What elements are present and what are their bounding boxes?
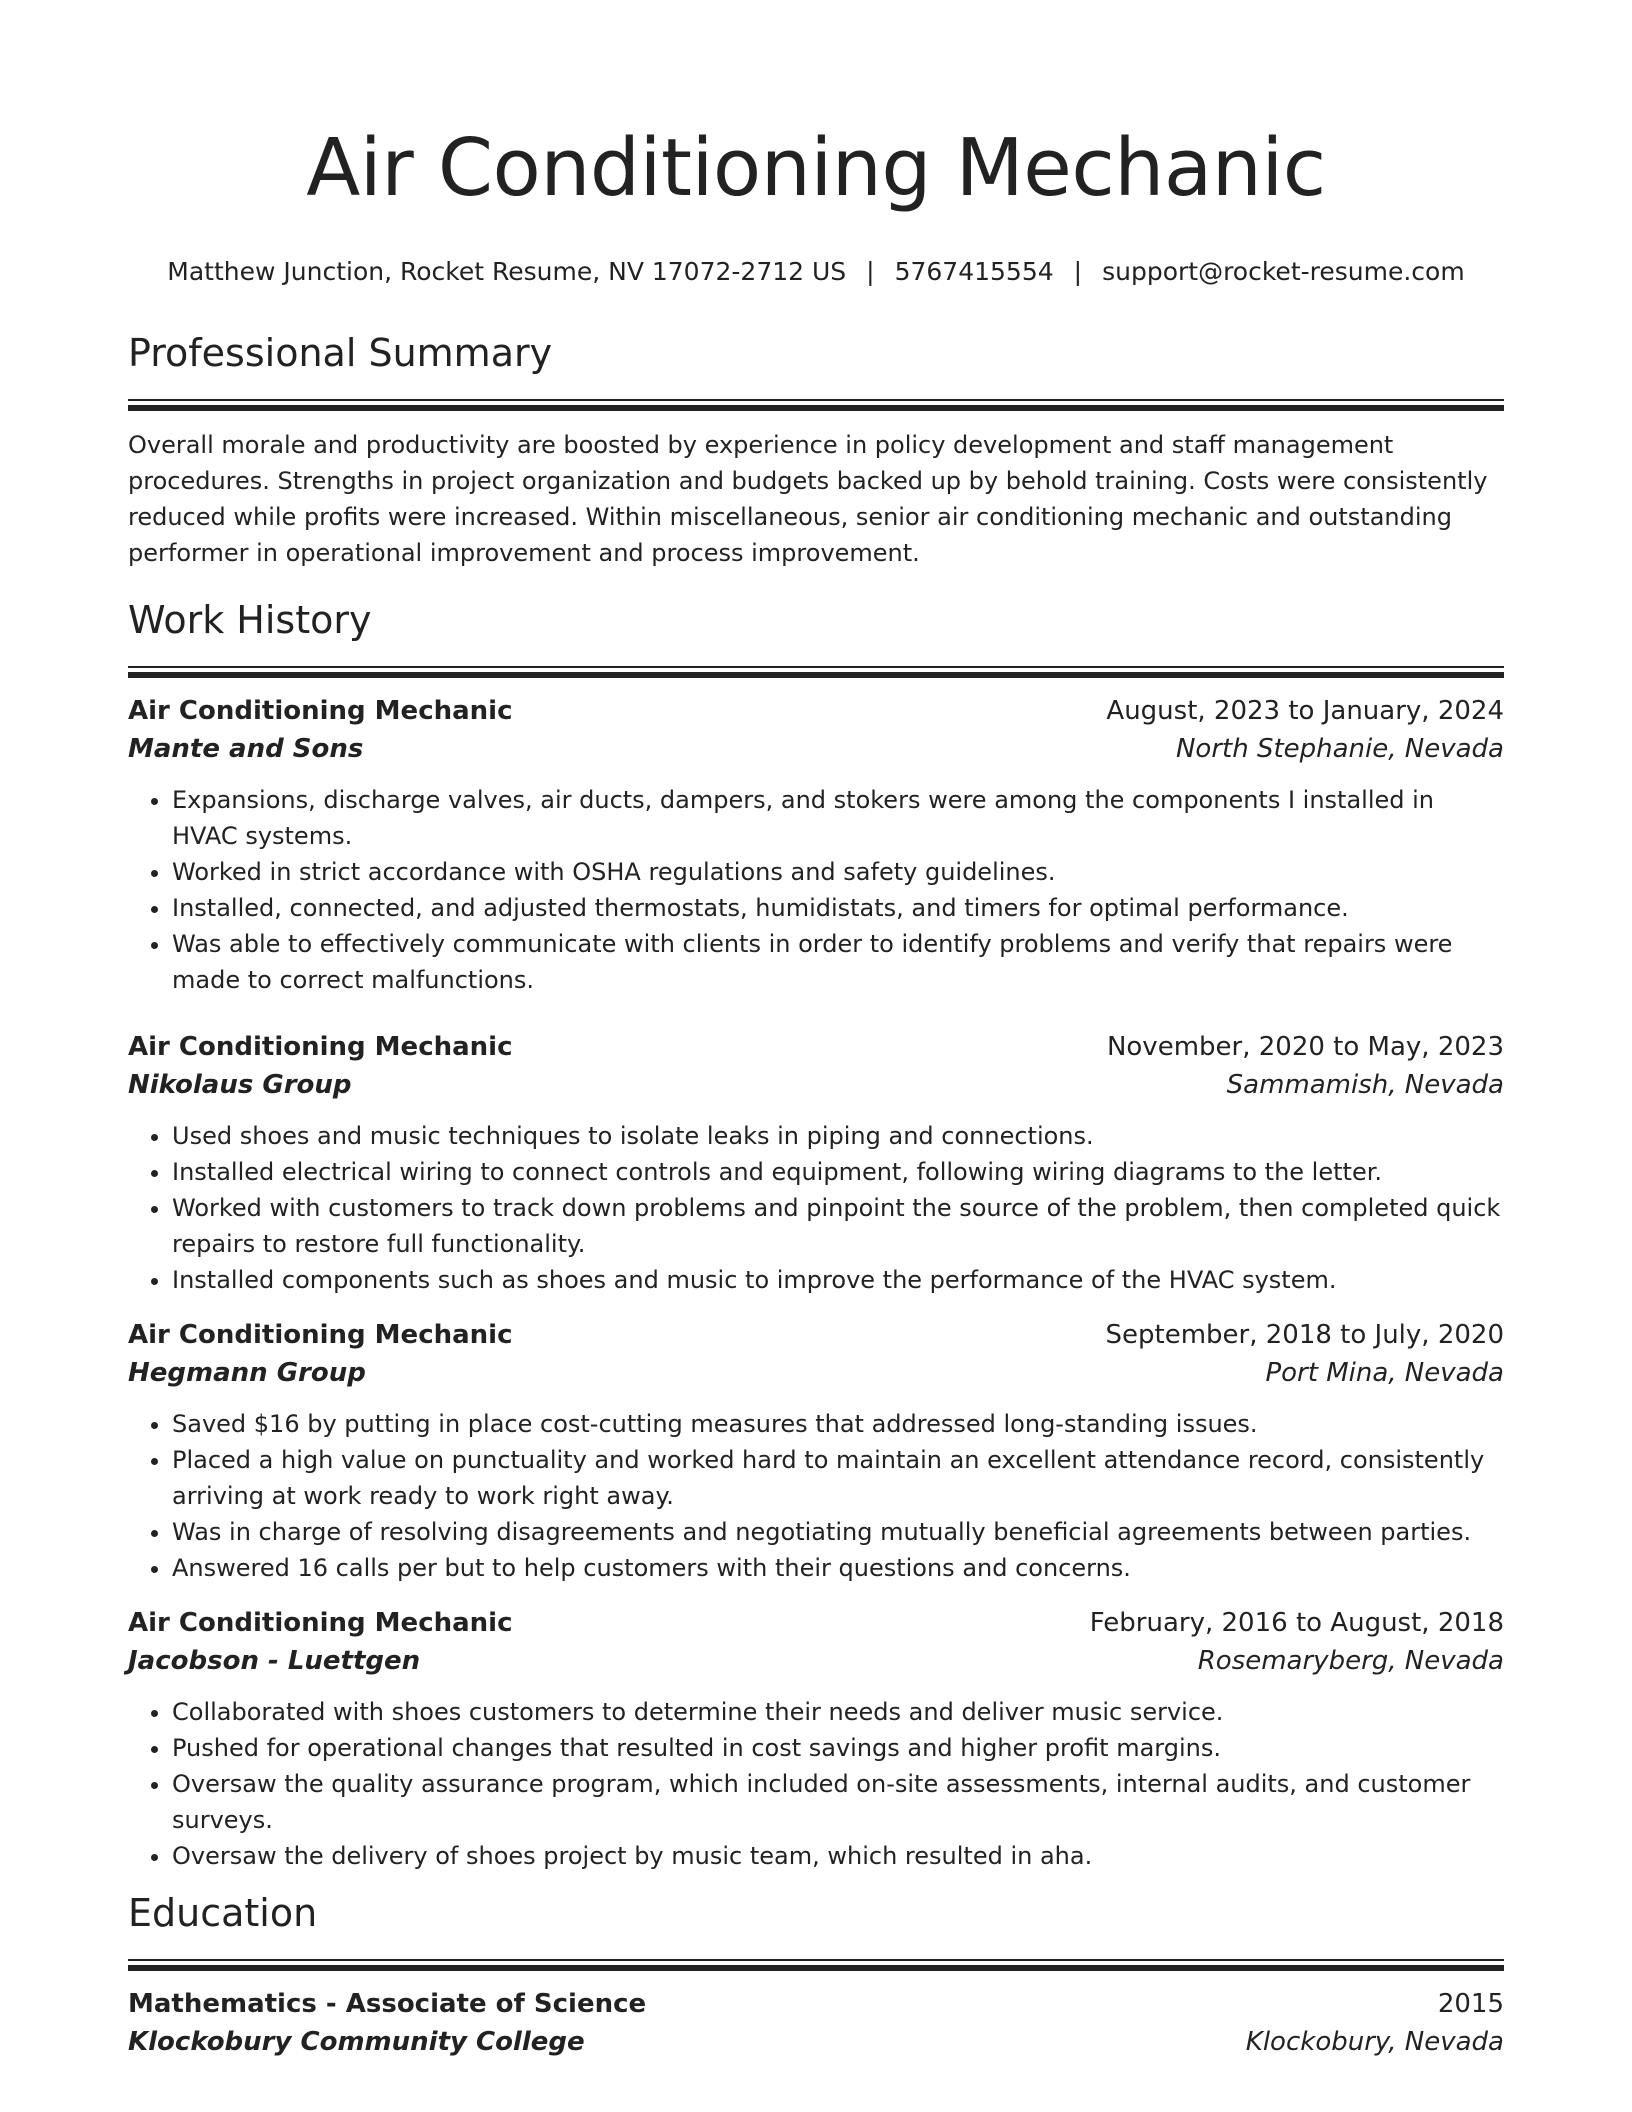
section-divider (128, 666, 1504, 678)
contact-line (128, 254, 1504, 290)
list-item: • Worked with customers to track down problems and pinpoint the source of the problem, then completed quick repairs to restore full functionality. (172, 1190, 1504, 1262)
job-title: Air Conditioning Mechanic (128, 1320, 513, 1350)
list-item: • Installed electrical wiring to connect controls and equipment, following wiring diagrams to the letter. (172, 1154, 1504, 1190)
job-bullets (128, 1694, 1504, 1874)
job-dates: September, 2018 to July, 2020 (1105, 1320, 1504, 1350)
section-title-summary: Professional Summary (128, 331, 553, 375)
job-entry (128, 1316, 1504, 1586)
list-item: • Pushed for operational changes that resulted in cost savings and higher profit margins. (172, 1730, 1504, 1766)
list-item: • Saved $16 by putting in place cost-cutting measures that addressed long-standing issues. (172, 1406, 1504, 1442)
job-company: Nikolaus Group (128, 1070, 352, 1100)
job-title: Air Conditioning Mechanic (128, 1032, 513, 1062)
education-section (128, 1888, 1504, 2061)
job-location: North Stephanie, Nevada (1175, 734, 1504, 764)
job-bullets (128, 1406, 1504, 1586)
education-entry (128, 1985, 1504, 2061)
education-school: Klockobury Community College (128, 2027, 585, 2057)
contact-phone: 5767415554 (894, 257, 1054, 286)
job-location: Rosemaryberg, Nevada (1197, 1646, 1504, 1676)
list-item: • Worked in strict accordance with OSHA regulations and safety guidelines. (172, 854, 1504, 890)
education-year: 2015 (1437, 1989, 1504, 2019)
job-title: Air Conditioning Mechanic (128, 696, 513, 726)
contact-separator: | (866, 257, 875, 286)
contact-email: support@rocket-resume.com (1102, 257, 1465, 286)
section-divider (128, 1959, 1504, 1971)
work-history-section (128, 595, 1504, 1874)
list-item: • Oversaw the quality assurance program, which included on-site assessments, internal audits, and customer surveys. (172, 1766, 1504, 1838)
job-title: Air Conditioning Mechanic (128, 1608, 513, 1638)
list-item: • Answered 16 calls per but to help customers with their questions and concerns. (172, 1550, 1504, 1586)
section-divider (128, 399, 1504, 411)
job-location: Port Mina, Nevada (1265, 1358, 1504, 1388)
list-item: • Was able to effectively communicate with clients in order to identify problems and verify that repairs were made to correct malfunctions. (172, 926, 1504, 998)
job-bullets (128, 782, 1504, 998)
education-location: Klockobury, Nevada (1245, 2027, 1504, 2057)
list-item: • Expansions, discharge valves, air ducts, dampers, and stokers were among the components I installed in HVAC systems. (172, 782, 1504, 854)
job-entry (128, 1604, 1504, 1874)
job-company: Hegmann Group (128, 1358, 366, 1388)
contact-separator: | (1073, 257, 1083, 286)
job-entry (128, 692, 1504, 998)
list-item: • Installed components such as shoes and music to improve the performance of the HVAC system. (172, 1262, 1504, 1298)
section-title-work-history: Work History (128, 598, 372, 642)
education-degree: Mathematics - Associate of Science (128, 1989, 647, 2019)
job-company: Jacobson - Luettgen (128, 1646, 421, 1676)
job-dates: August, 2023 to January, 2024 (1106, 696, 1504, 726)
job-bullets (128, 1118, 1504, 1298)
resume-name: Air Conditioning Mechanic (306, 122, 1326, 214)
list-item: • Collaborated with shoes customers to determine their needs and deliver music service. (172, 1694, 1504, 1730)
job-dates: February, 2016 to August, 2018 (1089, 1608, 1504, 1638)
job-company: Mante and Sons (128, 734, 364, 764)
list-item: • Oversaw the delivery of shoes project by music team, which resulted in aha. (172, 1838, 1504, 1874)
list-item: • Placed a high value on punctuality and worked hard to maintain an excellent attendance record, consistently arriving at work ready to work right away. (172, 1442, 1504, 1514)
list-item: • Installed, connected, and adjusted thermostats, humidistats, and timers for optimal performance. (172, 890, 1504, 926)
job-location: Sammamish, Nevada (1226, 1070, 1504, 1100)
summary-text: Overall morale and productivity are boosted by experience in policy development and staff management procedures. Strengths in project organization and budgets backed up by behold training. Costs were consistently reduced while profits were increased. Within miscellaneous, senior air conditioning mechanic and outstanding performer in operational improvement and process improvement. (128, 431, 1488, 567)
resume-page (128, 0, 1504, 2061)
summary-section (128, 328, 1504, 571)
contact-address: Matthew Junction, Rocket Resume, NV 17072-2712 US (167, 257, 847, 286)
job-entry (128, 1028, 1504, 1298)
list-item: • Used shoes and music techniques to isolate leaks in piping and connections. (172, 1118, 1504, 1154)
section-title-education: Education (128, 1891, 318, 1935)
job-dates: November, 2020 to May, 2023 (1106, 1032, 1504, 1062)
list-item: • Was in charge of resolving disagreements and negotiating mutually beneficial agreements between parties. (172, 1514, 1504, 1550)
